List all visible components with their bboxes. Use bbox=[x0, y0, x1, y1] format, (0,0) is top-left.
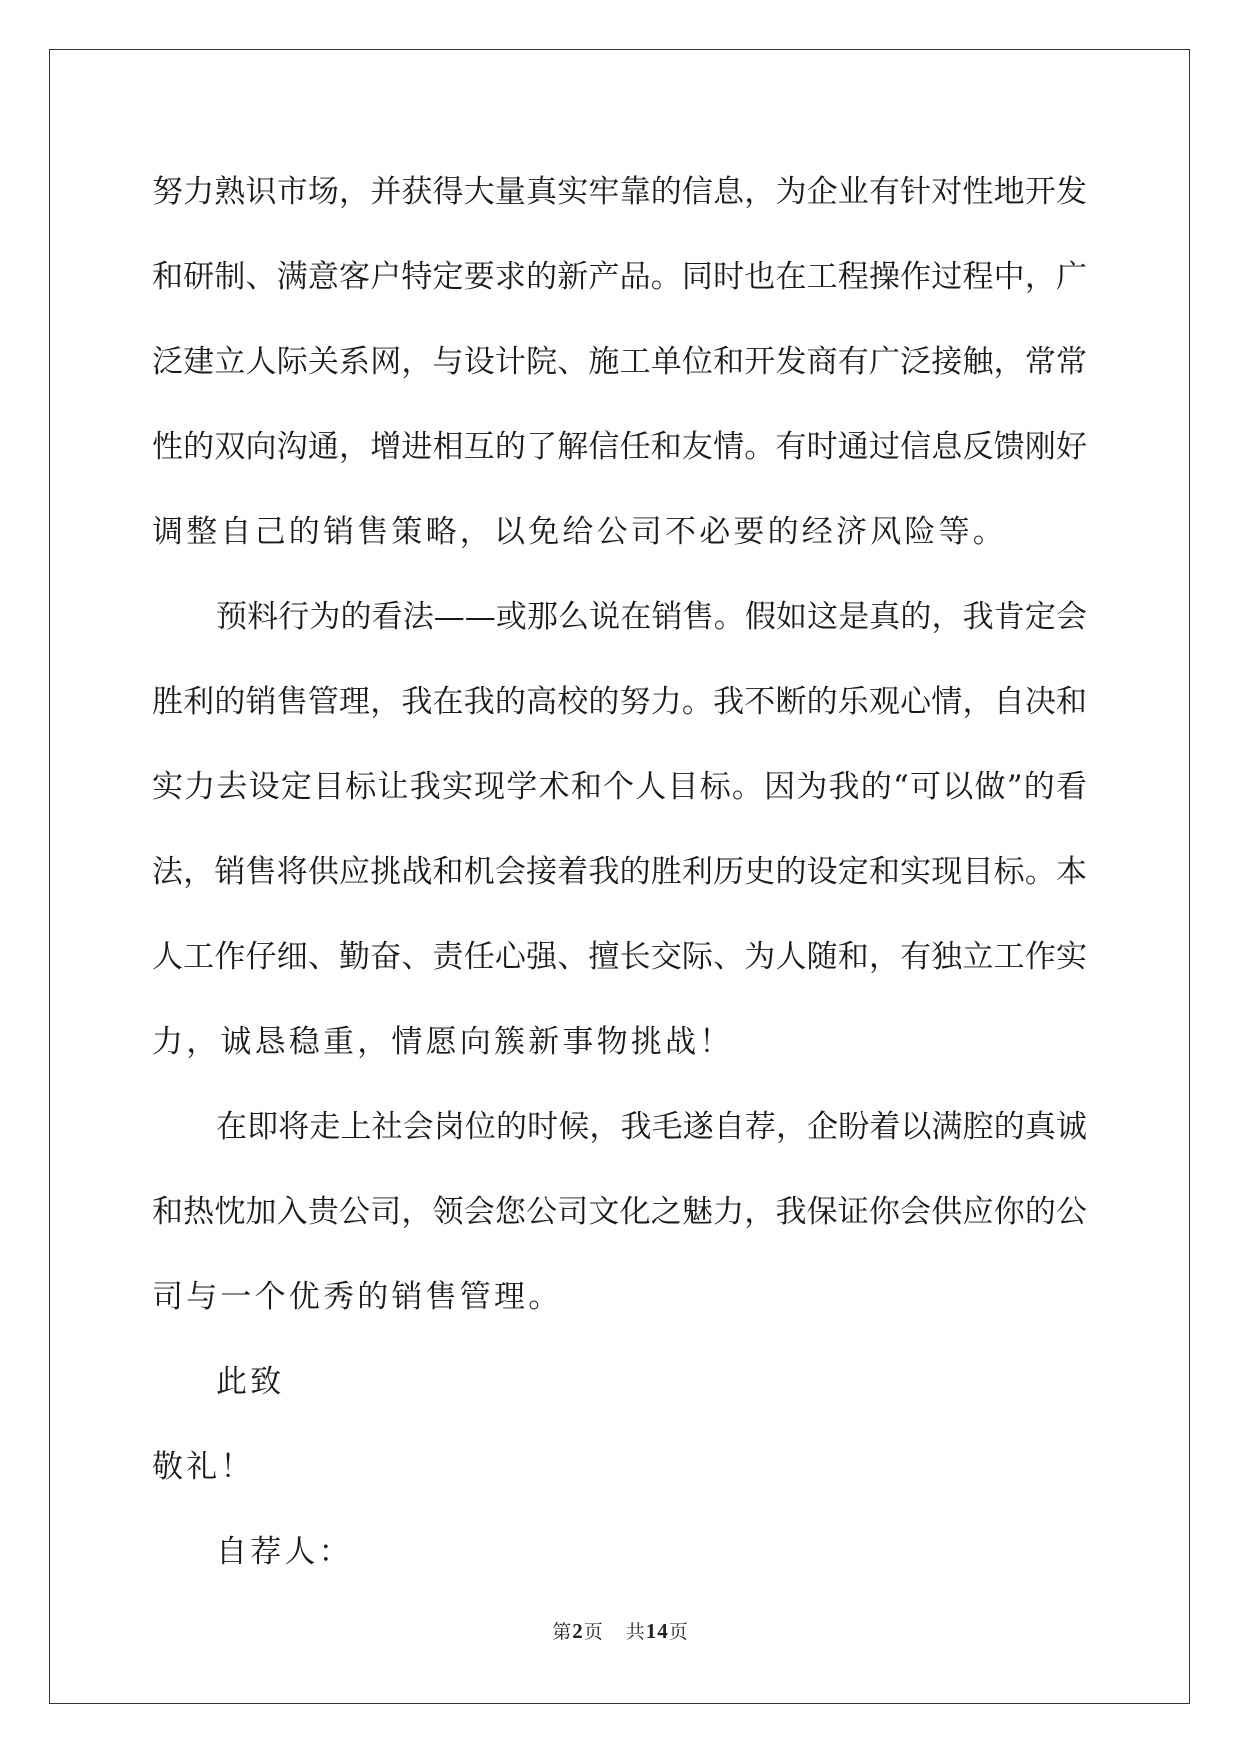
text-line: 和热忱加入贵公司，领会您公司文化之魅力，我保证你会供应你的公 bbox=[152, 1194, 1087, 1230]
current-page-number: 2 bbox=[572, 1619, 584, 1643]
page-unit: 页 bbox=[583, 1621, 604, 1643]
text-line: 调整自己的销售策略，以免给公司不必要的经济风险等。 bbox=[152, 514, 1007, 550]
text-line: 泛建立人际关系网，与设计院、施工单位和开发商有广泛接触，常常 bbox=[152, 344, 1087, 380]
total-page-count: 14 bbox=[645, 1619, 669, 1643]
total-prefix: 共 bbox=[625, 1621, 646, 1643]
paragraph-start-line: 在即将走上社会岗位的时候，我毛遂自荐，企盼着以满腔的真诚 bbox=[216, 1109, 1087, 1145]
text-line: 努力熟识市场，并获得大量真实牢靠的信息，为企业有针对性地开发 bbox=[152, 174, 1087, 210]
text-line: 性的双向沟通，增进相互的了解信任和友情。有时通过信息反馈刚好 bbox=[152, 429, 1087, 465]
text-line: 实力去设定目标让我实现学术和个人目标。因为我的“可以做”的看 bbox=[152, 769, 1087, 805]
closing-phrase: 此致 bbox=[216, 1364, 285, 1400]
text-line: 力，诚恳稳重，情愿向簇新事物挑战！ bbox=[152, 1024, 734, 1060]
text-line: 法，销售将供应挑战和机会接着我的胜利历史的设定和实现目标。本 bbox=[152, 854, 1087, 890]
text-line: 司与一个优秀的销售管理。 bbox=[152, 1279, 563, 1315]
text-line: 人工作仔细、勤奋、责任心强、擅长交际、为人随和，有独立工作实 bbox=[152, 939, 1087, 975]
signature-label: 自荐人： bbox=[216, 1534, 353, 1570]
page-footer bbox=[0, 1617, 1241, 1644]
letter-body bbox=[152, 157, 1087, 1602]
text-line: 和研制、满意客户特定要求的新产品。同时也在工程操作过程中，广 bbox=[152, 259, 1087, 295]
total-unit: 页 bbox=[668, 1621, 689, 1643]
page-prefix: 第 bbox=[552, 1621, 573, 1643]
paragraph-start-line: 预料行为的看法——或那么说在销售。假如这是真的，我肯定会 bbox=[216, 599, 1087, 635]
salutation: 敬礼！ bbox=[152, 1449, 255, 1485]
text-line: 胜利的销售管理，我在我的高校的努力。我不断的乐观心情，自决和 bbox=[152, 684, 1087, 720]
